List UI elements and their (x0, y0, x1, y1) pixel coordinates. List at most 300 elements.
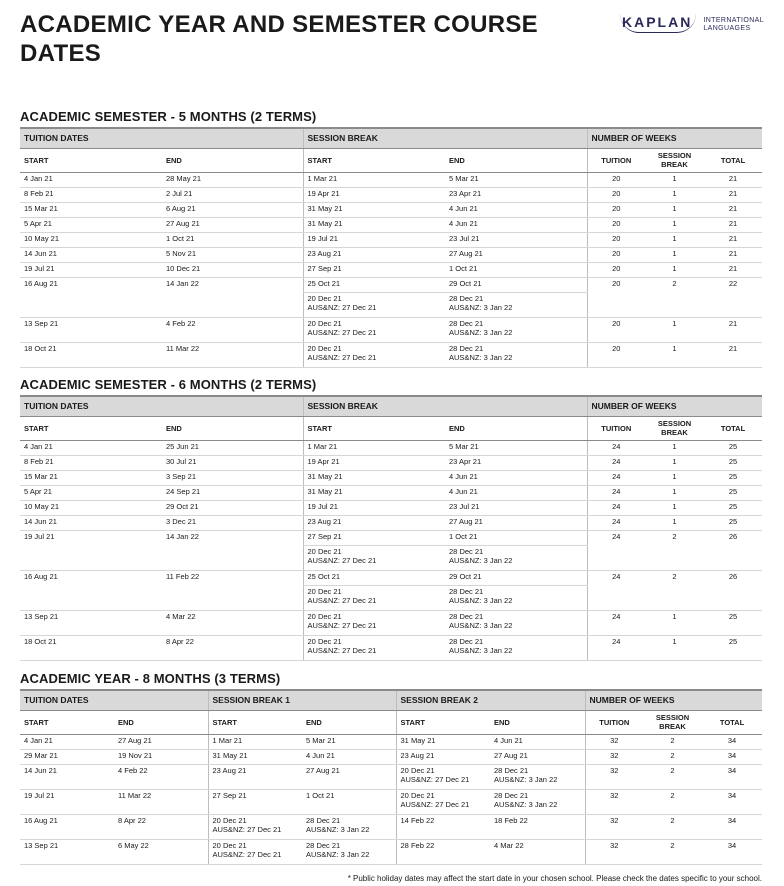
total-weeks: 25 (704, 635, 762, 660)
table-row (20, 232, 762, 247)
break-start-date: 19 Apr 21 (307, 456, 340, 466)
session-break-weeks: 1 (645, 217, 704, 232)
number-of-weeks-header: NUMBER OF WEEKS (587, 128, 762, 148)
end-date: 28 May 21 (162, 172, 303, 187)
col-start: START (20, 710, 114, 734)
break1-start-date: 31 May 21 (212, 750, 248, 760)
number-of-weeks-header: NUMBER OF WEEKS (585, 690, 762, 710)
break-start (303, 232, 445, 247)
table-row (20, 734, 762, 749)
total-weeks: 21 (704, 317, 762, 342)
break1-end-date: 4 Jun 21 (306, 750, 335, 760)
break2-start-date: 14 Feb 22 (400, 815, 435, 825)
col-break1-start: START (208, 710, 302, 734)
start-date: 29 Mar 21 (20, 749, 114, 764)
break-start-aus-nz-date: AUS&NZ: 27 Dec 21 (307, 302, 377, 312)
break2-start-date: 23 Aug 21 (400, 750, 435, 760)
break2-end (490, 764, 585, 789)
col-end: END (162, 148, 303, 172)
break-end (445, 232, 587, 247)
break-end-date: 27 Aug 21 (449, 248, 483, 258)
break1-end-date: 28 Dec 21 (306, 815, 341, 825)
break-start (303, 440, 445, 455)
end-date: 4 Feb 22 (162, 317, 303, 342)
break2-start (396, 814, 490, 839)
session-break-weeks: 1 (645, 635, 704, 660)
table-row (20, 455, 762, 470)
break2-end (490, 734, 585, 749)
break1-start-date: 20 Dec 21 (212, 840, 247, 850)
break-start (303, 530, 445, 545)
break-end (445, 277, 587, 292)
col-break-end: END (445, 148, 587, 172)
start-date: 4 Jan 21 (20, 440, 162, 455)
session-break-weeks: 2 (643, 764, 702, 789)
break2-end-date: 4 Mar 22 (494, 840, 524, 850)
break-start-date: 19 Apr 21 (307, 188, 340, 198)
break-start (303, 172, 445, 187)
end-date: 11 Mar 22 (114, 789, 208, 814)
tuition-weeks: 32 (585, 814, 643, 839)
break-start (303, 455, 445, 470)
session-break-weeks: 1 (645, 455, 704, 470)
break-end (445, 172, 587, 187)
break-start (303, 317, 445, 342)
start-date: 15 Mar 21 (20, 470, 162, 485)
table-row (20, 485, 762, 500)
col-total: TOTAL (704, 148, 762, 172)
break-start-aus-nz-date: AUS&NZ: 27 Dec 21 (307, 327, 377, 337)
break-end (445, 545, 587, 570)
break-start-aus-nz-date: AUS&NZ: 27 Dec 21 (307, 595, 377, 605)
kaplan-logo (620, 14, 764, 33)
total-weeks: 21 (704, 187, 762, 202)
tuition-weeks: 24 (587, 610, 645, 635)
table-row (20, 570, 762, 585)
break-end-date: 4 Jun 21 (449, 486, 478, 496)
break-end-aus-nz-date: AUS&NZ: 3 Jan 22 (449, 327, 513, 337)
break-start-date: 20 Dec 21 (307, 293, 342, 303)
break-end-aus-nz-date: AUS&NZ: 3 Jan 22 (449, 620, 513, 630)
break-start-date: 1 Mar 21 (307, 441, 338, 451)
break-start-date: 31 May 21 (307, 203, 343, 213)
break-end (445, 455, 587, 470)
break1-start-aus-nz-date: AUS&NZ: 27 Dec 21 (212, 849, 282, 859)
break-end (445, 317, 587, 342)
break-start-date: 23 Aug 21 (307, 248, 342, 258)
break-end-date: 5 Mar 21 (449, 173, 479, 183)
break-end-date: 27 Aug 21 (449, 516, 483, 526)
break1-end-date: 27 Aug 21 (306, 765, 340, 775)
logo-sub-line-1: INTERNATIONAL (703, 17, 765, 24)
break-start-date: 20 Dec 21 (307, 318, 342, 328)
col-session-break: SESSION BREAK (643, 710, 702, 734)
col-break2-start: START (396, 710, 490, 734)
col-tuition: TUITION (587, 148, 645, 172)
break2-start (396, 749, 490, 764)
break2-end-date: 28 Dec 21 (494, 790, 529, 800)
logo-name: KAPLAN (620, 14, 696, 33)
break-end (445, 470, 587, 485)
break2-start-aus-nz-date: AUS&NZ: 27 Dec 21 (400, 774, 470, 784)
total-weeks: 34 (702, 764, 762, 789)
tuition-weeks: 24 (587, 635, 645, 660)
break-start (303, 500, 445, 515)
break-end (445, 217, 587, 232)
col-start: START (20, 148, 162, 172)
total-weeks: 34 (702, 789, 762, 814)
session-break-weeks: 1 (645, 317, 704, 342)
total-weeks: 25 (704, 455, 762, 470)
break-start (303, 187, 445, 202)
start-date: 4 Jan 21 (20, 172, 162, 187)
total-weeks: 25 (704, 440, 762, 455)
break2-start-aus-nz-date: AUS&NZ: 27 Dec 21 (400, 799, 470, 809)
session-break-weeks: 1 (645, 187, 704, 202)
tuition-weeks: 20 (587, 342, 645, 367)
break-end-date: 23 Jul 21 (449, 501, 480, 511)
break-start-aus-nz-date: AUS&NZ: 27 Dec 21 (307, 645, 377, 655)
start-date: 19 Jul 21 (20, 262, 162, 277)
break-end-date: 23 Jul 21 (449, 233, 480, 243)
page-title: ACADEMIC YEAR AND SEMESTER COURSE DATES (20, 11, 538, 67)
session-break-weeks: 1 (645, 172, 704, 187)
break-start-date: 20 Dec 21 (307, 546, 342, 556)
break-end-date: 28 Dec 21 (449, 293, 484, 303)
session-break-weeks: 2 (643, 749, 702, 764)
break-start-date: 1 Mar 21 (307, 173, 338, 183)
break-end (445, 570, 587, 585)
break2-end (490, 839, 585, 864)
end-date: 25 Jun 21 (162, 440, 303, 455)
end-date: 1 Oct 21 (162, 232, 303, 247)
start-date: 19 Jul 21 (20, 530, 162, 570)
table-row (20, 610, 762, 635)
start-date: 14 Jun 21 (20, 247, 162, 262)
session-break-1-header: SESSION BREAK 1 (208, 690, 396, 710)
end-date: 19 Nov 21 (114, 749, 208, 764)
col-session-break: SESSION BREAK (645, 416, 704, 440)
number-of-weeks-header: NUMBER OF WEEKS (587, 396, 762, 416)
year-8-table (20, 689, 762, 865)
break-start-date: 25 Oct 21 (307, 571, 341, 581)
break2-end (490, 789, 585, 814)
table-row (20, 187, 762, 202)
end-date: 11 Feb 22 (162, 570, 303, 610)
start-date: 14 Jun 21 (20, 764, 114, 789)
col-break2-end: END (490, 710, 585, 734)
end-date: 14 Jan 22 (162, 277, 303, 317)
table-row (20, 749, 762, 764)
end-date: 11 Mar 22 (162, 342, 303, 367)
end-date: 30 Jul 21 (162, 455, 303, 470)
col-break-end: END (445, 416, 587, 440)
break1-end (302, 764, 396, 789)
break-start-aus-nz-date: AUS&NZ: 27 Dec 21 (307, 620, 377, 630)
break1-end (302, 839, 396, 864)
break-end (445, 500, 587, 515)
tuition-weeks: 32 (585, 749, 643, 764)
break-end-aus-nz-date: AUS&NZ: 3 Jan 22 (449, 645, 513, 655)
start-date: 8 Feb 21 (20, 455, 162, 470)
tuition-dates-header: TUITION DATES (20, 128, 303, 148)
col-break1-end: END (302, 710, 396, 734)
total-weeks: 34 (702, 734, 762, 749)
break-start (303, 635, 445, 660)
break-end-date: 28 Dec 21 (449, 611, 484, 621)
break-end-date: 28 Dec 21 (449, 343, 484, 353)
break-end (445, 515, 587, 530)
table-row (20, 172, 762, 187)
session-break-weeks: 2 (645, 570, 704, 610)
break-end-date: 28 Dec 21 (449, 318, 484, 328)
start-date: 16 Aug 21 (20, 570, 162, 610)
end-date: 10 Dec 21 (162, 262, 303, 277)
session-break-weeks: 2 (643, 734, 702, 749)
start-date: 10 May 21 (20, 500, 162, 515)
total-weeks: 25 (704, 485, 762, 500)
tuition-weeks: 24 (587, 500, 645, 515)
break-start-date: 27 Sep 21 (307, 263, 342, 273)
break-start (303, 342, 445, 367)
break2-start (396, 734, 490, 749)
break-end (445, 440, 587, 455)
end-date: 6 Aug 21 (162, 202, 303, 217)
session-break-weeks: 1 (645, 202, 704, 217)
table-row (20, 202, 762, 217)
col-break-start: START (303, 416, 445, 440)
tuition-weeks: 20 (587, 277, 645, 317)
break-end (445, 635, 587, 660)
session-break-weeks: 2 (643, 839, 702, 864)
break-end-date: 28 Dec 21 (449, 636, 484, 646)
session-break-weeks: 2 (645, 277, 704, 317)
break-end-date: 1 Oct 21 (449, 531, 478, 541)
end-date: 6 May 22 (114, 839, 208, 864)
session-break-weeks: 1 (645, 500, 704, 515)
total-weeks: 21 (704, 217, 762, 232)
footnote: * Public holiday dates may affect the start date in your chosen school. Please check the dates specific to your school. (347, 874, 762, 883)
break2-start-date: 20 Dec 21 (400, 765, 435, 775)
break1-end-date: 5 Mar 21 (306, 735, 336, 745)
break-end-date: 23 Apr 21 (449, 456, 482, 466)
break1-end (302, 814, 396, 839)
tuition-weeks: 24 (587, 570, 645, 610)
year-8-title: ACADEMIC YEAR - 8 MONTHS (3 TERMS) (20, 671, 281, 686)
break-end-date: 23 Apr 21 (449, 188, 482, 198)
break-start (303, 262, 445, 277)
end-date: 14 Jan 22 (162, 530, 303, 570)
break-start-date: 20 Dec 21 (307, 611, 342, 621)
table-row (20, 789, 762, 814)
break-start (303, 610, 445, 635)
start-date: 18 Oct 21 (20, 635, 162, 660)
break-start (303, 485, 445, 500)
break-end (445, 585, 587, 610)
total-weeks: 22 (704, 277, 762, 317)
tuition-weeks: 32 (585, 789, 643, 814)
break1-start-aus-nz-date: AUS&NZ: 27 Dec 21 (212, 824, 282, 834)
logo-sub-line-2: LANGUAGES (703, 25, 751, 32)
break-start-date: 31 May 21 (307, 218, 343, 228)
session-break-weeks: 2 (643, 789, 702, 814)
session-break-2-header: SESSION BREAK 2 (396, 690, 585, 710)
break-start-date: 20 Dec 21 (307, 636, 342, 646)
col-tuition: TUITION (585, 710, 643, 734)
start-date: 13 Sep 21 (20, 839, 114, 864)
total-weeks: 21 (704, 202, 762, 217)
break-end (445, 342, 587, 367)
start-date: 16 Aug 21 (20, 277, 162, 317)
tuition-weeks: 20 (587, 232, 645, 247)
end-date: 3 Sep 21 (162, 470, 303, 485)
break1-start (208, 789, 302, 814)
start-date: 13 Sep 21 (20, 317, 162, 342)
start-date: 13 Sep 21 (20, 610, 162, 635)
total-weeks: 21 (704, 232, 762, 247)
table-row (20, 635, 762, 660)
session-break-weeks: 1 (645, 262, 704, 277)
col-end: END (162, 416, 303, 440)
table-row (20, 530, 762, 545)
start-date: 8 Feb 21 (20, 187, 162, 202)
break1-start-date: 1 Mar 21 (212, 735, 243, 745)
break2-start (396, 764, 490, 789)
end-date: 5 Nov 21 (162, 247, 303, 262)
start-date: 18 Oct 21 (20, 342, 162, 367)
break2-end-aus-nz-date: AUS&NZ: 3 Jan 22 (494, 799, 558, 809)
session-break-weeks: 2 (643, 814, 702, 839)
break1-start (208, 749, 302, 764)
tuition-dates-header: TUITION DATES (20, 396, 303, 416)
total-weeks: 25 (704, 500, 762, 515)
table-row (20, 440, 762, 455)
start-date: 10 May 21 (20, 232, 162, 247)
break-end (445, 202, 587, 217)
break2-start-date: 28 Feb 22 (400, 840, 435, 850)
tuition-weeks: 32 (585, 839, 643, 864)
session-break-weeks: 1 (645, 342, 704, 367)
break-end-date: 28 Dec 21 (449, 586, 484, 596)
break-start-date: 19 Jul 21 (307, 233, 338, 243)
end-date: 4 Feb 22 (114, 764, 208, 789)
break-start-aus-nz-date: AUS&NZ: 27 Dec 21 (307, 352, 377, 362)
break2-end (490, 749, 585, 764)
semester-5-title: ACADEMIC SEMESTER - 5 MONTHS (2 TERMS) (20, 109, 317, 124)
tuition-weeks: 24 (587, 515, 645, 530)
session-break-weeks: 1 (645, 515, 704, 530)
total-weeks: 25 (704, 470, 762, 485)
col-start: START (20, 416, 162, 440)
break-end-aus-nz-date: AUS&NZ: 3 Jan 22 (449, 595, 513, 605)
table-row (20, 277, 762, 292)
table-row (20, 470, 762, 485)
break-start-date: 19 Jul 21 (307, 501, 338, 511)
break-start-date: 25 Oct 21 (307, 278, 341, 288)
logo-subtitle (703, 17, 764, 33)
break2-end-date: 27 Aug 21 (494, 750, 528, 760)
break-start (303, 277, 445, 292)
tuition-weeks: 24 (587, 530, 645, 570)
break-start-date: 20 Dec 21 (307, 586, 342, 596)
table-row (20, 839, 762, 864)
end-date: 2 Jul 21 (162, 187, 303, 202)
table-row (20, 247, 762, 262)
break-start (303, 585, 445, 610)
semester-6-table (20, 395, 762, 661)
break1-start (208, 839, 302, 864)
break2-end-date: 4 Jun 21 (494, 735, 523, 745)
start-date: 14 Jun 21 (20, 515, 162, 530)
break-end-date: 29 Oct 21 (449, 278, 482, 288)
table-row (20, 515, 762, 530)
break-end-aus-nz-date: AUS&NZ: 3 Jan 22 (449, 555, 513, 565)
break-end (445, 187, 587, 202)
tuition-weeks: 20 (587, 317, 645, 342)
break-start-aus-nz-date: AUS&NZ: 27 Dec 21 (307, 555, 377, 565)
total-weeks: 26 (704, 530, 762, 570)
break1-end (302, 749, 396, 764)
break1-end-date: 28 Dec 21 (306, 840, 341, 850)
session-break-header: SESSION BREAK (303, 396, 587, 416)
table-row (20, 342, 762, 367)
semester-6-title: ACADEMIC SEMESTER - 6 MONTHS (2 TERMS) (20, 377, 317, 392)
session-break-weeks: 1 (645, 485, 704, 500)
col-total: TOTAL (704, 416, 762, 440)
total-weeks: 26 (704, 570, 762, 610)
total-weeks: 34 (702, 839, 762, 864)
break2-start-date: 31 May 21 (400, 735, 436, 745)
break1-end-date: 1 Oct 21 (306, 790, 335, 800)
total-weeks: 34 (702, 749, 762, 764)
break-end (445, 610, 587, 635)
tuition-weeks: 24 (587, 485, 645, 500)
start-date: 4 Jan 21 (20, 734, 114, 749)
end-date: 27 Aug 21 (114, 734, 208, 749)
table-row (20, 764, 762, 789)
break1-start (208, 734, 302, 749)
break-end (445, 485, 587, 500)
break-end-date: 5 Mar 21 (449, 441, 479, 451)
break-start (303, 217, 445, 232)
break-start-date: 20 Dec 21 (307, 343, 342, 353)
break1-start-date: 27 Sep 21 (212, 790, 247, 800)
end-date: 8 Apr 22 (114, 814, 208, 839)
break1-end-aus-nz-date: AUS&NZ: 3 Jan 22 (306, 824, 370, 834)
tuition-weeks: 20 (587, 202, 645, 217)
total-weeks: 25 (704, 610, 762, 635)
break-start-date: 31 May 21 (307, 471, 343, 481)
tuition-weeks: 20 (587, 172, 645, 187)
total-weeks: 25 (704, 515, 762, 530)
col-total: TOTAL (702, 710, 762, 734)
col-session-break: SESSION BREAK (645, 148, 704, 172)
tuition-weeks: 20 (587, 262, 645, 277)
break-start-date: 27 Sep 21 (307, 531, 342, 541)
break-end (445, 247, 587, 262)
break1-end (302, 789, 396, 814)
semester-5-table (20, 127, 762, 368)
break1-start-date: 20 Dec 21 (212, 815, 247, 825)
total-weeks: 21 (704, 247, 762, 262)
end-date: 24 Sep 21 (162, 485, 303, 500)
break-end (445, 292, 587, 317)
session-break-weeks: 2 (645, 530, 704, 570)
tuition-weeks: 24 (587, 440, 645, 455)
break-end-date: 4 Jun 21 (449, 203, 478, 213)
break-start (303, 202, 445, 217)
table-row (20, 814, 762, 839)
